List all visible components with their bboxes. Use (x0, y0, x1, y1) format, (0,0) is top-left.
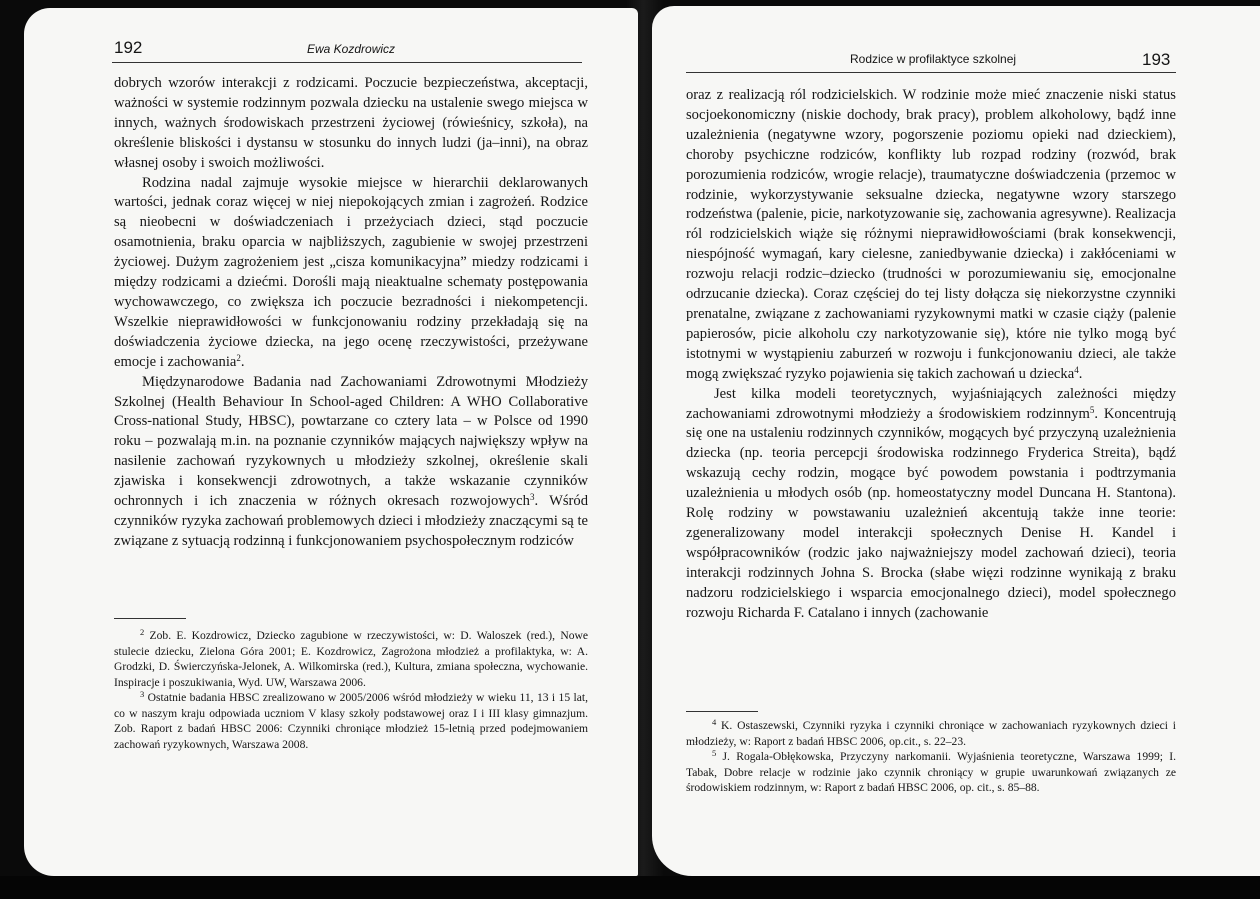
body-text (686, 86, 1176, 623)
paragraph: oraz z realizacją ról rodzicielskich. W rodzinie może mieć znaczenie niski status socjoekonomiczny (niskie dochody, brak pracy), problem alkoholowy, bądź inne uzależnienia (negatywne wzory, pogorszenie poziomu opieki nad dzieckiem), choroby psychiczne rodziców, konflikty lub rozpad rodziny (rozwód, brak porozumienia rodziców, wrogie relacje), traumatyczne doświadczenia (przemoc w rodzinie, wykorzystywanie seksualne dziecka, negatywne wzory starszego rodzeństwa (palenie, picie, narkotyzowanie się, zachowania agresywne). Realizacja ról rodzicielskich wiąże się różnymi nieprawidłowościami (brak konsekwencji, niespójność wymagań, kary cielesne, zaniedbywanie dziecka) i zakłóceniami w rozwoju relacji rodzic–dziecko (trudności w porozumiewaniu się, emocjonalne odrzucanie dziecka). Coraz częściej do tej listy dołącza się niekorzystne czynniki prenatalne, związane z zachowaniami ryzykownymi matki w czasie ciąży (palenie papierosów, picie alkoholu czy narkotyzowanie się), które nie tylko mogą być istotnymi w wystąpieniu zaburzeń w rozwoju i funkcjonowaniu dzieci, ale także mogą zwiększać ryzyko pojawienia się takich zachowań u dziecka$^4$. (686, 87, 1176, 382)
footnote: $^5$ J. Rogala-Obłękowska, Przyczyny narkomanii. Wyjaśnienia teoretyczne, Warszawa 1999; I. Tabak, Dobre relacje w rodzinie jako czynnik chroniący w grupie uwarunkowań związanych ze środowiskiem rodzinnym, w: Raport z badań HBSC 2006, op. cit., s. 85–88. (686, 748, 1176, 794)
running-head: Ewa Kozdrowicz (307, 42, 396, 56)
footnote-ref: 3 (529, 492, 535, 503)
scan-bottom-edge (0, 876, 1260, 899)
page-number: 192 (114, 38, 143, 57)
footnote-rule (114, 618, 186, 619)
footnote: $^4$ K. Ostaszewski, Czynniki ryzyka i czynniki chroniące w zachowaniach ryzykownych dzieci i młodzieży, w: Raport z badań HBSC 2006, op.cit., s. 22–23. (686, 717, 1176, 748)
header-rule (686, 72, 1176, 73)
footnote: $^3$ Ostatnie badania HBSC zrealizowano w 2005/2006 wśród młodzieży w wieku 11, 13 i 15 lat, co w naszym kraju odpowiada uczniom V klasy szkoły podstawowej oraz I i III klasy gimnazjum. Zob. Raport z badań HBSC 2006: Czynniki chroniące młodzież 15-letnią przed podejmowaniem zachowań ryzykownych, Warszawa 2008. (114, 689, 588, 751)
footnote-ref: 2 (236, 352, 241, 363)
footnote-ref: 5 (1089, 404, 1095, 415)
footnotes (686, 718, 1176, 796)
body-text (114, 74, 588, 552)
footnote-ref: 4 (1074, 364, 1079, 375)
footnote: $^2$ Zob. E. Kozdrowicz, Dziecko zagubione w rzeczywistości, w: D. Waloszek (red.), Nowe stulecie dziecku, Zielona Góra 2001; E. Kozdrowicz, Zagrożona młodzież a profilaktyka, w: A. Grodzki, D. Świerczyńska-Jelonek, A. Wilkomirska (red.), Kultura, zmiana społeczna, wychowanie. Inspiracje i poszukiwania, Wyd. UW, Warszawa 2006. (114, 627, 589, 689)
paragraph: Rodzina nadal zajmuje wysokie miejsce w hierarchii deklarowanych wartości, jednak coraz więcej w niej niepokojących zmian i zagrożeń. Rodzice są nieobecni w doświadczeniach i przeżyciach dzieci, stąd poczucie osamotnienia, braku oparcia w najbliższych, zagubienie w swojej przestrzeni życiowej. Dużym zagrożeniem jest „cisza komunikacyjna” miedzy rodzicami i między rodzicami a dziećmi. Dorośli mają nieaktualne schematy postępowania wychowawczego, co zwiększa ich poczucie bezradności i niekompetencji. Wszelkie nieprawidłowości w funkcjonowaniu rodziny przekładają się na doświadczenia życiowe dziecka, na jego ocenę rzeczywistości, przeżywane emocje i zachowania$^2$. (114, 174, 588, 370)
page-number: 193 (1142, 50, 1171, 69)
right-page (652, 6, 1260, 876)
footnote-rule (686, 711, 758, 712)
paragraph: Międzynarodowe Badania nad Zachowaniami Zdrowotnymi Młodzieży Szkolnej (Health Behaviour In School-aged Children: A WHO Collaborative Cross-national Study, HBSC), powtarzane co cztery lata – w Polsce od 1990 roku – pozwalają m.in. na poznanie czynników mających największy wpływ na nasilenie zachowań ryzykownych u młodzieży szkolnej, określenie skali zjawiska i konsekwencji zdrowotnych, a także wskazanie czynników ochronnych i ich znaczenia w różnych okresach rozwojowych$^3$. Wśród czynników ryzyka zachowań problemowych dzieci i młodzieży znaczącymi są te związane z sytuacją rodzinną i funkcjonowaniem psychospołecznym rodziców (114, 373, 588, 549)
paragraph: dobrych wzorów interakcji z rodzicami. Poczucie bezpieczeństwa, akceptacji, ważności w systemie rodzinnym pozwala dziecku na ustalenie swego miejsca w innych, ważnych środowiskach przestrzeni życiowej (rówieśnicy, szkoła), na określenie bliskości i dystansu w stosunku do innych ludzi (ja–inni), na obraz własnej osoby i swoich możliwości. (114, 75, 588, 171)
running-head: Rodzice w profilaktyce szkolnej (850, 52, 1017, 66)
footnotes (114, 628, 588, 752)
header-rule (112, 62, 582, 63)
left-page (24, 8, 638, 876)
paragraph: Jest kilka modeli teoretycznych, wyjaśniających zależności między zachowaniami zdrowotnymi młodzieży a środowiskiem rodzinnym$^5$. Koncentrują się one na ustaleniu rodzinnych czynników, mogących być przyczyną uzależnienia dziecka (np. teoria percepcji środowiska rodzinnego Fryderica Streita), bądź wskazują cechy rodzin, mogące być powodem powstania i podtrzymania uzależnienia u młodych osób (np. homeostatyczny model Duncana H. Stantona). Rolę rodziny w powstawaniu uzależnień akcentują także inne teorie: zgeneralizowany model interakcji społecznych Denise H. Kandel i współpracowników (rodzic jako najważniejszy model zachowań dzieci), teoria interakcji rodzinnych Johna S. Brocka (słabe więzi rodzinne wynikają z braku nadzoru rodzicielskiego i wsparcia emocjonalnego dzieci), model społecznego rozwoju Richarda F. Catalano i innych (zachowanie (686, 385, 1176, 621)
